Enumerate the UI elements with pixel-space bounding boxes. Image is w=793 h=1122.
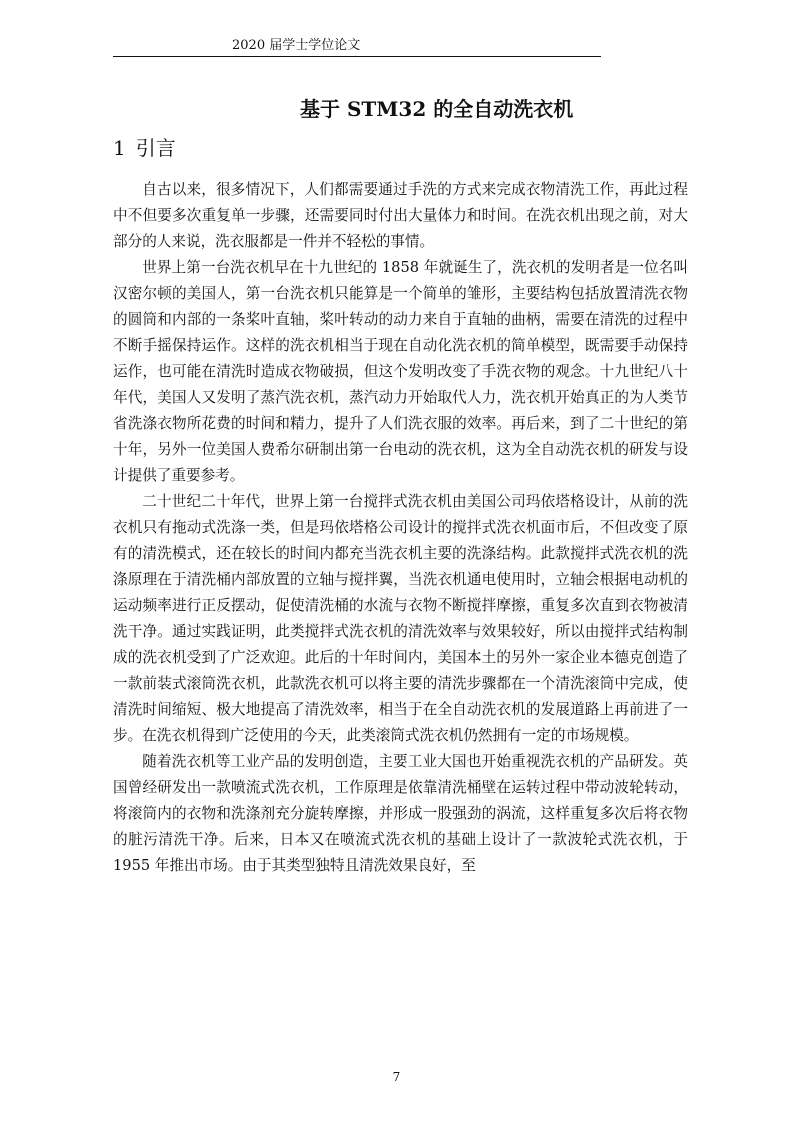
body-text (113, 177, 688, 879)
section-title: 引言 (135, 136, 176, 160)
paragraph-4: 随着洗衣机等工业产品的发明创造，主要工业大国也开始重视洗衣机的产品研发。英国曾经研发出一款喷流式洗衣机，工作原理是依靠清洗桶壁在运转过程中带动波轮转动，将滚筒内的衣物和洗涤剂充分旋转摩擦，并形成一股强劲的涡流，这样重复多次后将衣物的脏污清洗干净。后来，日本又在喷流式洗衣机的基础上设计了一款波轮式洗衣机，于 1955 年推出市场。由于其类型独特且清洗效果良好，至 (113, 753, 688, 874)
section-number: 1 (113, 136, 126, 160)
paragraph-1: 自古以来，很多情况下，人们都需要通过手洗的方式来完成衣物清洗工作，再此过程中不但要多次重复单一步骤，还需要同时付出大量体力和时间。在洗衣机出现之前，对大部分的人来说，洗衣服都是一件并不轻松的事情。 (113, 181, 688, 250)
header-rule (113, 56, 601, 57)
page-number: 7 (392, 1070, 401, 1084)
paper-title: 基于 STM32 的全自动洗衣机 (300, 97, 574, 121)
running-header: 2020 届学士学位论文 (232, 38, 361, 53)
paragraph-2: 世界上第一台洗衣机早在十九世纪的 1858 年就诞生了，洗衣机的发明者是一位名叫汉密尔顿的美国人，第一台洗衣机只能算是一个简单的雏形，主要结构包括放置清洗衣物的圆筒和内部的一条桨叶直轴，桨叶转动的动力来自于直轴的曲柄，需要在清洗的过程中不断手摇保持运作。这样的洗衣机相当于现在自动化洗衣机的简单模型，既需要手动保持运作，也可能在清洗时造成衣物破损，但这个发明改变了手洗衣物的观念。十九世纪八十年代，美国人又发明了蒸汽洗衣机，蒸汽动力开始取代人力，洗衣机开始真正的为人类节省洗涤衣物所花费的时间和精力，提升了人们洗衣服的效率。再后来，到了二十世纪的第十年，另外一位美国人费希尔研制出第一台电动的洗衣机，这为全自动洗衣机的研发与设计提供了重要参考。 (113, 259, 688, 484)
section-heading (113, 135, 176, 161)
paragraph-3: 二十世纪二十年代，世界上第一台搅拌式洗衣机由美国公司玛依塔格设计，从前的洗衣机只有拖动式洗涤一类，但是玛依塔格公司设计的搅拌式洗衣机面市后，不但改变了原有的清洗模式，还在较长的时间内都充当洗衣机主要的洗涤结构。此款搅拌式洗衣机的洗涤原理在于清洗桶内部放置的立轴与搅拌翼，当洗衣机通电使用时，立轴会根据电动机的运动频率进行正反摆动，促使清洗桶的水流与衣物不断搅拌摩擦，重复多次直到衣物被清洗干净。通过实践证明，此类搅拌式洗衣机的清洗效率与效果较好，所以由搅拌式结构制成的洗衣机受到了广泛欢迎。此后的十年时间内，美国本土的另外一家企业本德克创造了一款前装式滚筒洗衣机，此款洗衣机可以将主要的清洗步骤都在一个清洗滚筒中完成，使清洗时间缩短、极大地提高了清洗效率，相当于在全自动洗衣机的发展道路上再前进了一步。在洗衣机得到广泛使用的今天，此类滚筒式洗衣机仍然拥有一定的市场规模。 (113, 493, 688, 744)
